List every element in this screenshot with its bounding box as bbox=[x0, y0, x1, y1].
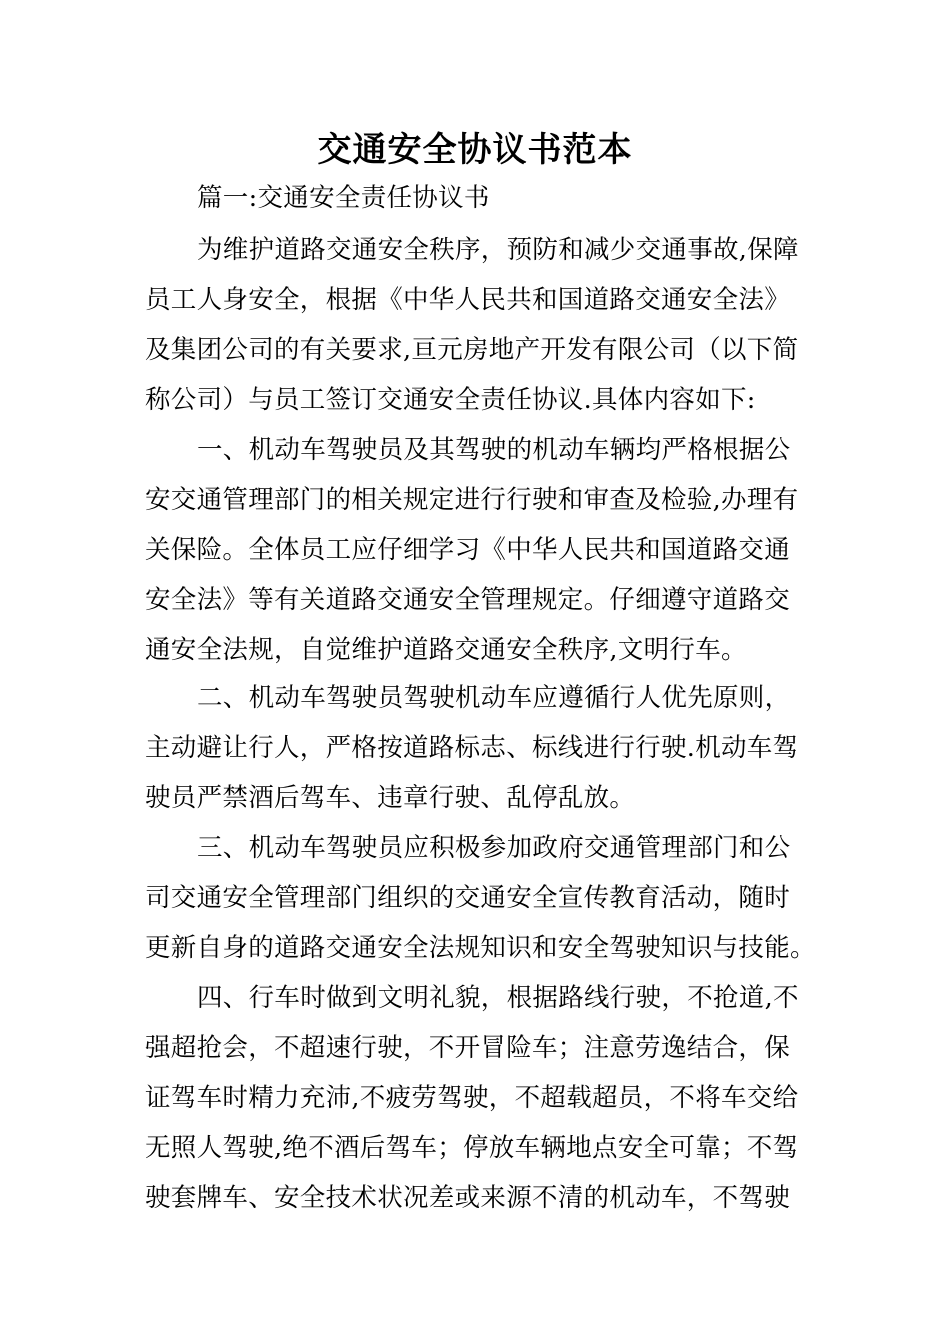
paragraph-line: 证驾车时精力充沛,不疲劳驾驶，不超载超员，不将车交给 bbox=[145, 1083, 799, 1113]
paragraph-line: 更新自身的道路交通安全法规知识和安全驾驶知识与技能。 bbox=[145, 933, 816, 963]
paragraph-line: 驶员严禁酒后驾车、违章行驶、乱停乱放。 bbox=[145, 783, 636, 813]
paragraph-line: 关保险。全体员工应仔细学习《中华人民共和国道路交通 bbox=[145, 535, 791, 565]
paragraph-line: 及集团公司的有关要求,亘元房地产开发有限公司（以下简 bbox=[145, 335, 799, 365]
paragraph-line: 三、机动车驾驶员应积极参加政府交通管理部门和公 bbox=[197, 833, 791, 863]
paragraph-line: 安交通管理部门的相关规定进行行驶和审查及检验,办理有 bbox=[145, 485, 799, 515]
paragraph-line: 主动避让行人，严格按道路标志、标线进行行驶.机动车驾 bbox=[145, 733, 799, 763]
paragraph-line: 为维护道路交通安全秩序，预防和减少交通事故,保障 bbox=[197, 235, 799, 265]
paragraph-line: 一、机动车驾驶员及其驾驶的机动车辆均严格根据公 bbox=[197, 435, 791, 465]
paragraph-line: 四、行车时做到文明礼貌，根据路线行驶，不抢道,不 bbox=[197, 983, 799, 1013]
paragraph-line: 员工人身安全，根据《中华人民共和国道路交通安全法》 bbox=[145, 285, 791, 315]
paragraph-line: 通安全法规，自觉维护道路交通安全秩序,文明行车。 bbox=[145, 635, 747, 665]
paragraph-line: 无照人驾驶,绝不酒后驾车；停放车辆地点安全可靠；不驾 bbox=[145, 1133, 799, 1163]
paragraph-line: 强超抢会，不超速行驶，不开冒险车；注意劳逸结合，保 bbox=[145, 1033, 791, 1063]
paragraph-line: 司交通安全管理部门组织的交通安全宣传教育活动，随时 bbox=[145, 883, 791, 913]
paragraph-line: 二、机动车驾驶员驾驶机动车应遵循行人优先原则， bbox=[197, 683, 791, 713]
paragraph-line: 驶套牌车、安全技术状况差或来源不清的机动车，不驾驶 bbox=[145, 1183, 791, 1213]
document-title: 交通安全协议书范本 bbox=[317, 130, 633, 170]
paragraph-line: 称公司）与员工签订交通安全责任协议.具体内容如下: bbox=[145, 385, 756, 415]
paragraph-line: 安全法》等有关道路交通安全管理规定。仔细遵守道路交 bbox=[145, 585, 791, 615]
section-heading: 篇一:交通安全责任协议书 bbox=[197, 183, 490, 213]
